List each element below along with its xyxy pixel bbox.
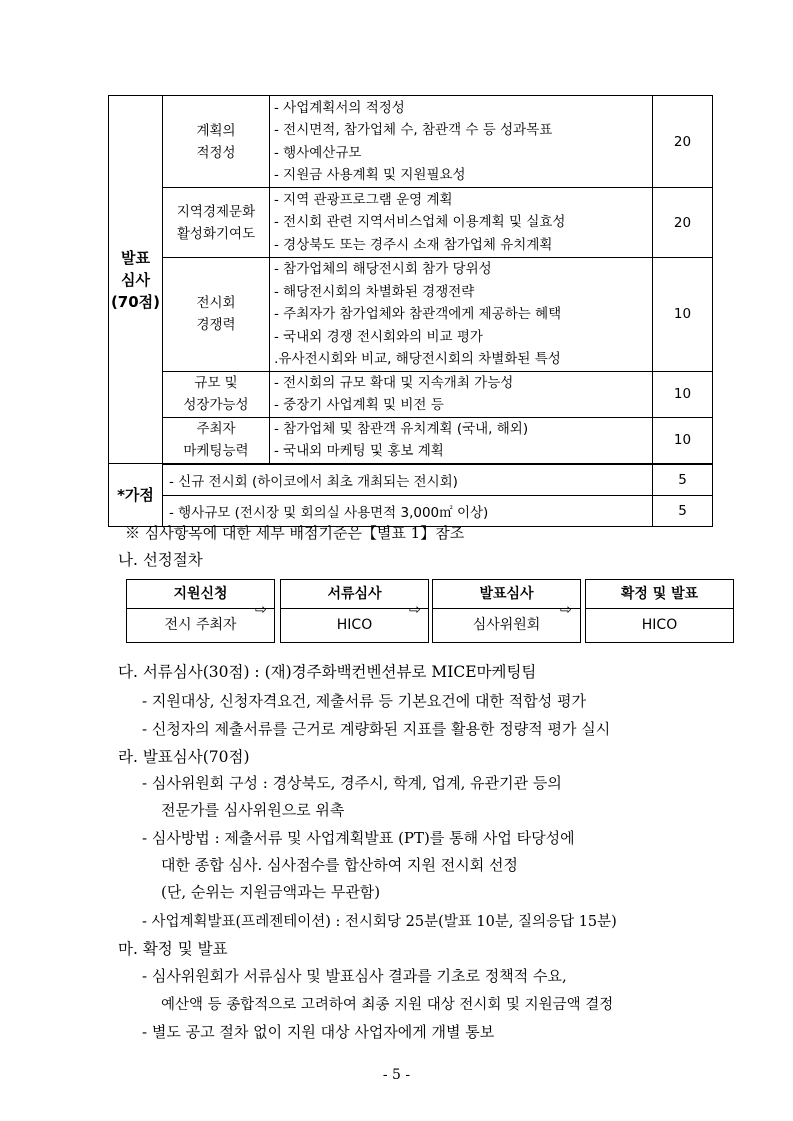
criterion-score: 10 — [653, 417, 713, 464]
list-item-continuation: 전문가를 심사위원으로 위촉 — [161, 801, 345, 819]
table-row — [109, 464, 713, 496]
criterion-name: 전시회 경쟁력 — [163, 258, 270, 372]
reference-note: ※ 심사항목에 대한 세부 배점기준은【별표 1】참조 — [125, 524, 465, 542]
list-item: - 심사방법 : 제출서류 및 사업계획발표 (PT)를 통해 사업 타당성에 — [142, 829, 575, 847]
presentation-category: 발표 심사 (70점) — [109, 96, 163, 464]
criterion-name: 규모 및 성장가능성 — [163, 371, 270, 417]
list-item-continuation: (단, 순위는 지원금액과는 무관함) — [161, 883, 381, 901]
table-row — [109, 258, 713, 372]
flow-step-presentation-review: 발표심사 심사위원회 — [432, 579, 581, 643]
criterion-name: 주최자 마케팅능력 — [163, 417, 270, 464]
section-heading-confirmation: 마. 확정 및 발표 — [118, 940, 228, 958]
bonus-category: *가점 — [109, 464, 163, 527]
criterion-name: 지역경제문화 활성화기여도 — [163, 188, 270, 258]
criterion-items: - 사업계획서의 적정성 - 전시면적, 참가업체 수, 참관객 수 등 성과목표 - 행사예산규모 - 지원금 사용계획 및 지원필요성 — [270, 96, 653, 188]
right-arrow-icon: ⇨ — [409, 602, 421, 618]
evaluation-table — [108, 95, 713, 527]
criterion-items: - 지역 관광프로그램 운영 계획 - 전시회 관련 지역서비스업체 이용계획 및 실효성 - 경상북도 또는 경주시 소재 참가업체 유치계획 — [270, 188, 653, 258]
list-item: - 신청자의 제출서류를 근거로 계량화된 지표를 활용한 정량적 평가 실시 — [142, 720, 611, 738]
flow-step-application: 지원신청 전시 주최자 — [126, 579, 275, 643]
criterion-name: 계획의 적정성 — [163, 96, 270, 188]
page-number: - 5 - — [382, 1067, 411, 1083]
bonus-score: 5 — [653, 464, 713, 496]
right-arrow-icon: ⇨ — [560, 602, 572, 618]
list-item-continuation: 예산액 등 종합적으로 고려하여 최종 지원 대상 전시회 및 지원금액 결정 — [161, 997, 614, 1013]
list-item: - 지원대상, 신청자격요건, 제출서류 등 기본요건에 대한 적합성 평가 — [142, 692, 586, 710]
bonus-item: - 신규 전시회 (하이코에서 최초 개최되는 전시회) — [163, 464, 653, 496]
table-row — [109, 96, 713, 188]
list-item-continuation: 대한 종합 심사. 심사점수를 합산하여 지원 전시회 선정 — [161, 856, 518, 874]
list-item: - 심사위원회 구성 : 경상북도, 경주시, 학계, 업계, 유관기관 등의 — [142, 774, 562, 792]
criterion-items: - 참가업체 및 참관객 유치계획 (국내, 해외) - 국내외 마케팅 및 홍보 계획 — [270, 417, 653, 464]
table-row — [109, 417, 713, 464]
criterion-score: 20 — [653, 96, 713, 188]
flow-step-document-review: 서류심사 HICO — [280, 579, 429, 643]
criterion-score: 10 — [653, 371, 713, 417]
criterion-items: - 전시회의 규모 확대 및 지속개최 가능성 - 중장기 사업계획 및 비전 등 — [270, 371, 653, 417]
criterion-items: - 참가업체의 해당전시회 참가 당위성 - 해당전시회의 차별화된 경쟁전략 - 주최자가 참가업체와 참관객에게 제공하는 혜택 - 국내외 경쟁 전시회와의 비교 평가 ․유사전시회와 비교, 해당전시회의 차별화된 특성 — [270, 258, 653, 372]
flow-step-confirmation: 확정 및 발표 HICO — [585, 579, 734, 643]
criterion-score: 10 — [653, 258, 713, 372]
section-heading-selection: 나. 선정절차 — [118, 551, 203, 569]
bonus-score: 5 — [653, 495, 713, 526]
bonus-item: - 행사규모 (전시장 및 회의실 사용면적 3,000㎡ 이상) — [163, 495, 653, 526]
list-item: - 심사위원회가 서류심사 및 발표심사 결과를 기초로 정책적 수요, — [142, 967, 567, 985]
list-item: - 사업계획발표(프레젠테이션) : 전시회당 25분(발표 10분, 질의응답 15분) — [142, 914, 617, 930]
right-arrow-icon: ⇨ — [255, 602, 267, 618]
section-heading-document-review: 다. 서류심사(30점) : (재)경주화백컨벤션뷰로 MICE마케팅팀 — [118, 663, 537, 681]
criterion-score: 20 — [653, 188, 713, 258]
table-row — [109, 371, 713, 417]
list-item: - 별도 공고 절차 없이 지원 대상 사업자에게 개별 통보 — [142, 1023, 495, 1041]
section-heading-presentation-review: 라. 발표심사(70점) — [118, 748, 250, 766]
table-row — [109, 188, 713, 258]
